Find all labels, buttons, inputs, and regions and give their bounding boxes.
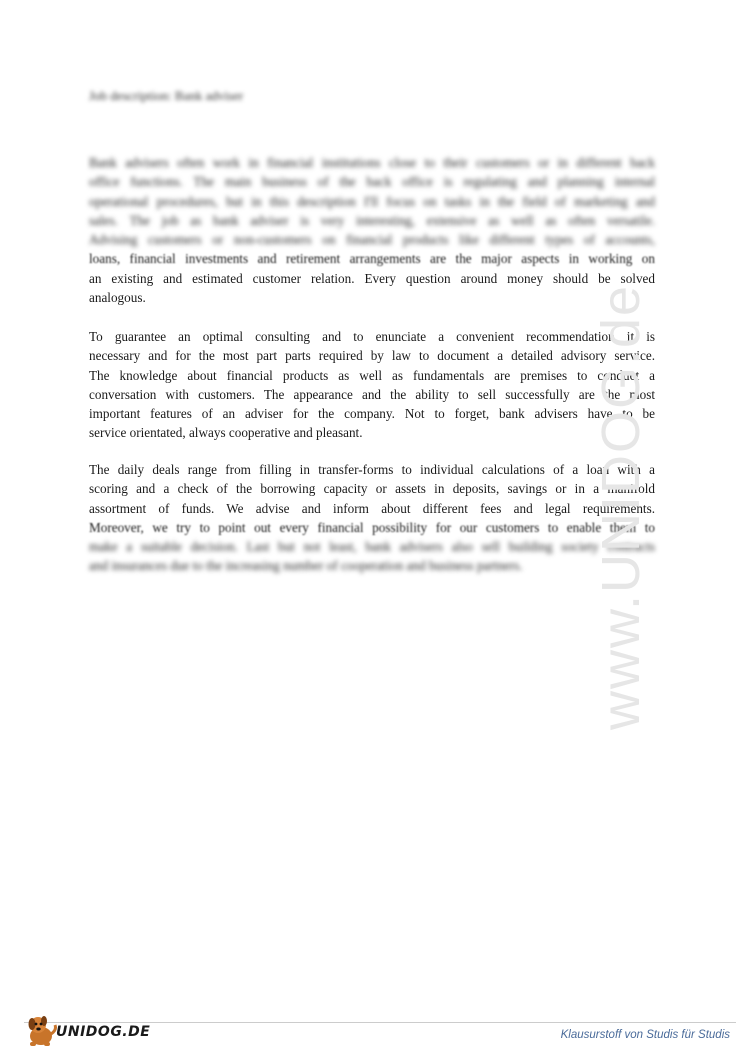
logo-text: UNIDOG.DE xyxy=(56,1024,151,1040)
text-line: scoring and a check of the borrowing capacity or assets in deposits, savings or in a manifold xyxy=(89,481,655,497)
text-line: necessary and for the most part parts required by law to document a detailed advisory service. xyxy=(89,348,655,364)
text-line: sales. The job as bank adviser is very interesting, extensive as well as often versatile. xyxy=(89,212,655,228)
text-line: analogous. xyxy=(89,290,146,306)
text-line: Moreover, we try to point out every financial possibility for our customers to enable them to xyxy=(89,519,655,535)
text-line: assortment of funds. We advise and inform about different fees and legal requirements. xyxy=(89,500,655,516)
watermark: www.UNIDOG.de xyxy=(591,283,651,730)
text-line: The daily deals range from filling in transfer-forms to individual calculations of a loan with a xyxy=(89,462,655,477)
text-line: an existing and estimated customer relation. Every question around money should be solved xyxy=(89,270,655,286)
footer-tagline: Klausurstoff von Studis für Studis xyxy=(560,1029,730,1041)
text-line: and insurances due to the increasing number of cooperation and business partners. xyxy=(89,558,523,574)
text-line: Bank advisers often work in financial institutions close to their customers or in different back xyxy=(89,155,655,170)
paragraph-2 xyxy=(89,327,655,443)
text-line: operational procedures, but in this description I'll focus on tasks in the field of marketing and xyxy=(89,193,655,209)
unidog-logo[interactable] xyxy=(24,1010,154,1050)
text-line: service orientated, always cooperative and pleasant. xyxy=(89,425,363,441)
paragraph-3 xyxy=(89,460,655,576)
text-line: To guarantee an optimal consulting and to enunciate a convenient recommendation it is xyxy=(89,329,655,344)
text-line: The knowledge about financial products as well as fundamentals are premises to conduct a xyxy=(89,367,655,383)
text-line: Advising customers or non-customers on financial products like different types of accounts, xyxy=(89,232,655,248)
document-title: Job description: Bank adviser xyxy=(89,88,244,103)
dog-logo-icon xyxy=(24,1012,58,1048)
text-line: loans, financial investments and retirement arrangements are the major aspects in working on xyxy=(89,251,655,267)
text-line: office functions. The main business of the back office is regulating and planning internal xyxy=(89,174,655,190)
paragraph-1 xyxy=(89,153,655,307)
text-line: conversation with customers. The appearance and the ability to sell successfully are the most xyxy=(89,386,655,402)
text-line: make a suitable decision. Last but not least, bank advisers also sell building society contracts xyxy=(89,539,655,555)
text-line: important features of an adviser for the company. Not to forget, bank advisers have to be xyxy=(89,406,655,422)
